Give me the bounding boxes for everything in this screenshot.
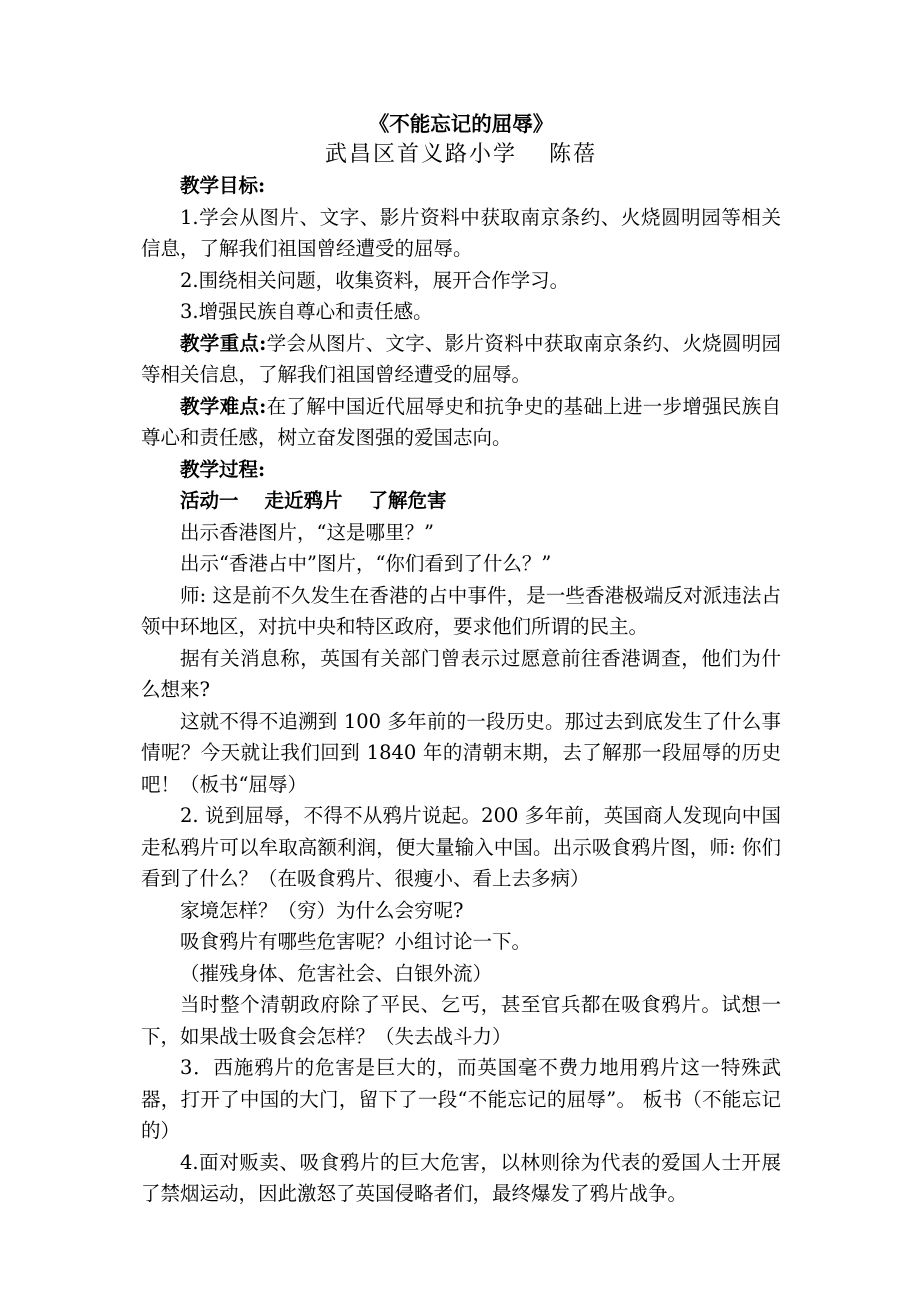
school-name: 武昌区首义路小学 — [324, 142, 517, 167]
process-line: 出示“香港占中”图片，“你们看到了什么？” — [180, 552, 552, 575]
goal-item: 3.增强民族自尊心和责任感。 — [180, 300, 433, 323]
document-page — [141, 108, 781, 1210]
process-heading: 教学过程: — [180, 457, 266, 481]
document-title: 《不能忘记的屈辱》 — [368, 112, 554, 136]
key-point — [141, 328, 781, 391]
process-line: 2. 说到屈辱，不得不从鸦片说起。200 多年前，英国商人发现向中国走私鸦片可以牟取高额利润，便大量输入中国。出示吸食鸦片图，师: 你们看到了什么？（在吸食鸦片、很瘦小、看上去多病） — [141, 804, 781, 890]
process-line: 这就不得不追溯到 100 多年前的一段历史。那过去到底发生了什么事情呢？今天就让我们回到 1840 年的清朝末期，去了解那一段屈辱的历史吧！（板书“屈辱） — [141, 709, 781, 796]
process-line: 3．西施鸦片的危害是巨大的，而英国毫不费力地用鸦片这一特殊武器，打开了中国的大门，留下了一段“不能忘记的屈辱”。 板书（不能忘记的） — [141, 1056, 781, 1142]
key-point-text: 学会从图片、文字、影片资料中获取南京条约、火烧圆明园等相关信息，了解我们祖国曾经遭受的屈辱。 — [141, 331, 781, 386]
activity-part-1: 走近鸦片 — [264, 489, 343, 512]
goal-item: 1.学会从图片、文字、影片资料中获取南京条约、火烧圆明园等相关信息，了解我们祖国曾经遭受的屈辱。 — [141, 205, 781, 260]
process-line: 吸食鸦片有哪些危害呢？小组讨论一下。 — [180, 930, 532, 953]
difficulty-label: 教学难点: — [180, 394, 267, 418]
key-point-label: 教学重点: — [180, 331, 267, 355]
goal-item: 2.围绕相关问题，收集资料，展开合作学习。 — [180, 268, 570, 292]
process-line: 出示香港图片，“这是哪里？” — [180, 520, 434, 544]
process-line: 师: 这是前不久发生在香港的占中事件，是一些香港极端反对派违法占领中环地区，对抗中央和特区政府，要求他们所谓的民主。 — [141, 583, 781, 638]
process-line: 4.面对贩卖、吸食鸦片的巨大危害，以林则徐为代表的爱国人士开展了禁烟运动，因此激怒了英国侵略者们，最终爆发了鸦片战争。 — [141, 1150, 781, 1205]
process-line: 据有关消息称，英国有关部门曾表示过愿意前往香港调查，他们为什么想来? — [141, 646, 781, 701]
activity-heading — [141, 485, 781, 517]
process-line: 当时整个清朝政府除了平民、乞丐，甚至官兵都在吸食鸦片。试想一下，如果战士吸食会怎样？（失去战斗力） — [141, 993, 781, 1048]
difficulty-point — [141, 391, 781, 454]
activity-part-2: 了解危害 — [368, 489, 447, 512]
process-line: 家境怎样？（穷）为什么会穷呢? — [180, 898, 464, 922]
activity-label: 活动一 — [180, 489, 239, 512]
goals-heading: 教学目标: — [180, 174, 266, 197]
author-name: 陈蓓 — [549, 142, 598, 167]
difficulty-text: 在了解中国近代屈辱史和抗争史的基础上进一步增强民族自尊心和责任感，树立奋发图强的爱国志向。 — [141, 394, 781, 449]
author-line — [141, 140, 781, 170]
process-line: （摧残身体、危害社会、白银外流） — [180, 961, 493, 985]
